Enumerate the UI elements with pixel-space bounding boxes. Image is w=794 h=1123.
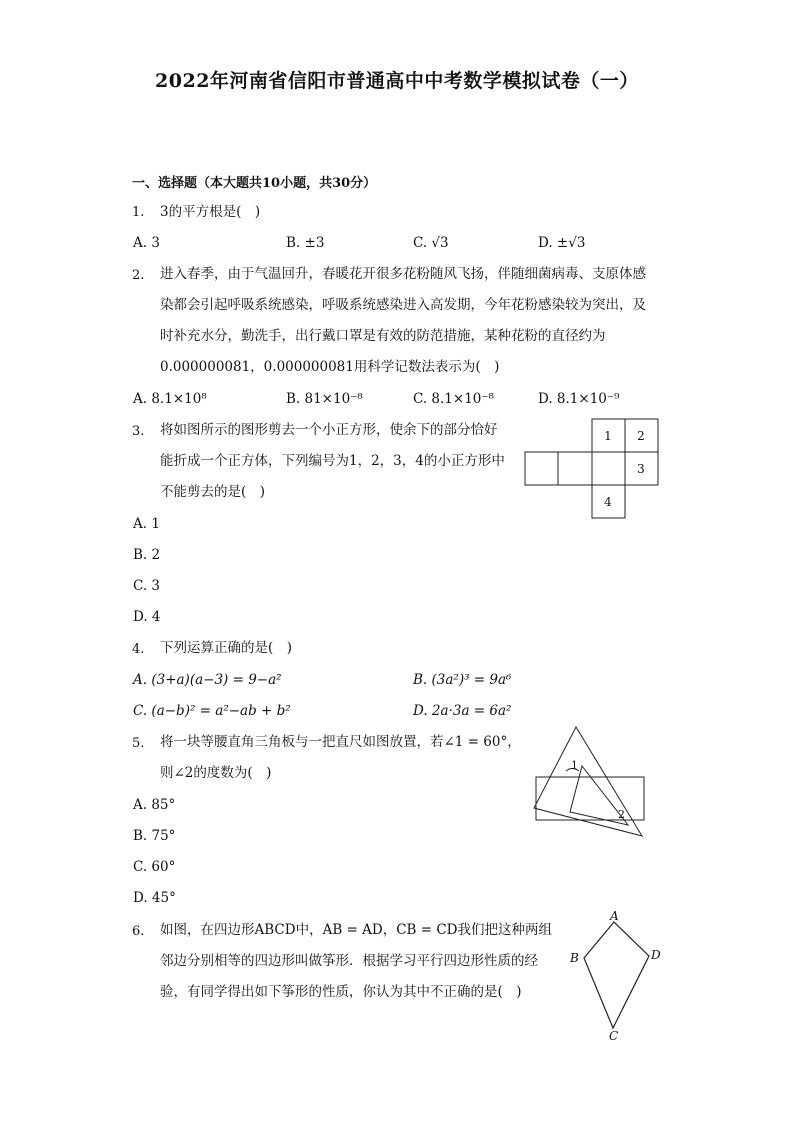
q3-line-1: 将如图所示的图形剪去一个小正方形，使余下的部分恰好 <box>160 422 498 438</box>
q4-stem: 下列运算正确的是( ) <box>160 640 293 656</box>
q3-square-center <box>592 452 625 485</box>
q3-square-left-2 <box>558 452 592 485</box>
q2-line-3: 时补充水分，勤洗手，出行戴口罩是有效的防范措施，某种花粉的直径约为 <box>160 328 606 344</box>
q4-number: 4. <box>132 642 145 657</box>
q5-line-1: 将一块等腰直角三角板与一把直尺如图放置，若∠1 = 60°， <box>160 734 521 750</box>
q4-option-c: C. (a−b)² = a²−ab + b² <box>133 703 291 719</box>
q1-option-d: D. ±√3 <box>538 235 586 251</box>
q1-option-a: A. 3 <box>133 235 160 251</box>
q6-kite-figure <box>566 908 666 1044</box>
q2-option-a: A. 8.1×10⁸ <box>133 391 207 407</box>
q6-vertex-a: A <box>610 909 619 923</box>
q1-option-b: B. ±3 <box>286 235 325 251</box>
q2-line-1: 进入春季，由于气温回升，春暖花开很多花粉随风飞扬，伴随细菌病毒、支原体感 <box>160 266 646 282</box>
q5-ruler-triangle-figure <box>528 722 646 840</box>
q3-option-b: B. 2 <box>133 547 161 563</box>
q5-option-c: C. 60° <box>133 859 176 875</box>
q3-option-d: D. 4 <box>133 609 161 625</box>
q2-option-d: D. 8.1×10⁻⁹ <box>538 391 620 407</box>
q5-angle-label-1: 1 <box>571 759 578 772</box>
q1-stem: 3的平方根是( ) <box>160 204 261 220</box>
q5-line-2: 则∠2的度数为( ) <box>160 765 272 781</box>
q1-option-c: C. √3 <box>413 235 449 251</box>
q4-option-b: B. (3a²)³ = 9a⁶ <box>413 672 512 688</box>
q5-ruler <box>536 777 644 820</box>
q6-number: 6. <box>132 924 145 939</box>
q6-line-3: 验，有同学得出如下筝形的性质，你认为其中不正确的是( ) <box>160 984 522 1000</box>
q1-number: 1. <box>132 205 145 220</box>
q5-option-b: B. 75° <box>133 828 176 844</box>
q6-line-2: 邻边分别相等的四边形叫做筝形．根据学习平行四边形性质的经 <box>160 953 538 969</box>
q3-line-2: 能折成一个正方体，下列编号为1，2，3，4的小正方形中 <box>160 453 505 469</box>
q6-vertex-b: B <box>570 951 579 965</box>
q2-line-2: 染都会引起呼吸系统感染，呼吸系统感染进入高发期，今年花粉感染较为突出，及 <box>160 297 646 313</box>
q6-line-1: 如图，在四边形ABCD中，AB = AD，CB = CD我们把这种两组 <box>160 922 553 938</box>
q3-option-c: C. 3 <box>133 578 161 594</box>
q6-kite-shape <box>584 922 649 1028</box>
q3-line-3: 不能剪去的是( ) <box>160 484 266 500</box>
q3-label-2: 2 <box>637 429 645 443</box>
q2-number: 2. <box>132 268 145 283</box>
q6-vertex-c: C <box>609 1029 619 1043</box>
q2-line-4: 0.000000081，0.000000081用科学记数法表示为( ) <box>160 359 500 375</box>
q3-number: 3. <box>132 424 145 439</box>
q5-angle-label-2: 2 <box>618 808 625 821</box>
q5-option-a: A. 85° <box>133 797 176 813</box>
q3-square-left-1 <box>525 452 558 485</box>
section-heading: 一、选择题（本大题共10小题，共30分） <box>132 176 377 191</box>
q2-option-b: B. 81×10⁻⁸ <box>286 391 363 407</box>
q5-number: 5. <box>132 736 145 751</box>
q3-option-a: A. 1 <box>133 516 160 532</box>
q3-label-4: 4 <box>604 495 612 509</box>
q3-label-3: 3 <box>637 462 645 476</box>
q4-option-a: A. (3+a)(a−3) = 9−a² <box>133 672 282 688</box>
q3-label-1: 1 <box>604 429 612 443</box>
q2-option-c: C. 8.1×10⁻⁸ <box>413 391 494 407</box>
q3-cube-net-figure <box>524 418 659 520</box>
q5-option-d: D. 45° <box>133 890 176 906</box>
q4-option-d: D. 2a·3a = 6a² <box>413 703 512 719</box>
q6-vertex-d: D <box>651 948 661 962</box>
page-title: 2022年河南省信阳市普通高中中考数学模拟试卷（一） <box>155 70 639 92</box>
